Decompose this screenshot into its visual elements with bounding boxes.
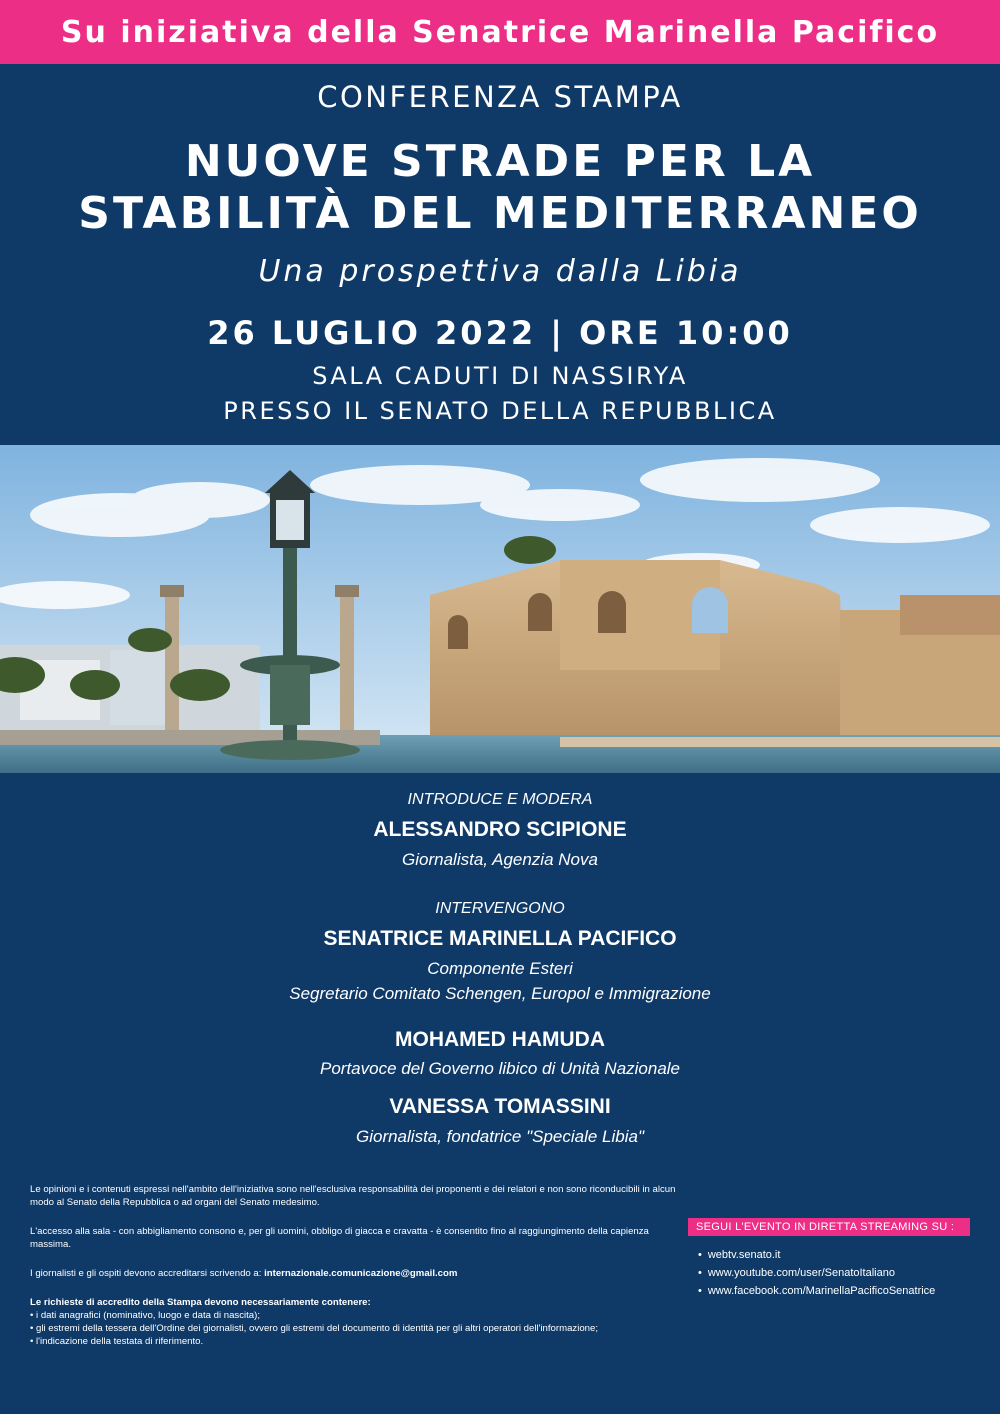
streaming-link-webtv[interactable]: • webtv.senato.it bbox=[698, 1246, 970, 1264]
banner-text: Su iniziativa della Senatrice Marinella Pacifico bbox=[60, 14, 940, 50]
event-kicker: CONFERENZA STAMPA bbox=[317, 80, 683, 114]
fine-print bbox=[30, 1183, 690, 1348]
venue-line-2: PRESSO IL SENATO DELLA REPUBBLICA bbox=[223, 397, 777, 425]
requirement-item: • i dati anagrafici (nominativo, luogo e data di nascita); bbox=[30, 1310, 261, 1321]
speaker-name: SENATRICE MARINELLA PACIFICO bbox=[323, 927, 677, 950]
speaker-name: VANESSA TOMASSINI bbox=[389, 1095, 611, 1118]
disclaimer-text: Le opinioni e i contenuti espressi nell'ambito dell'iniziativa sono nell'esclusiva responsabilità dei proponenti e dei relatori e non sono riconducibili in alcun modo al Senato della Repubblica o ad organi del Senato medesimo. bbox=[30, 1184, 676, 1208]
speaker-desc: Componente Esteri bbox=[427, 959, 573, 978]
accreditation-text bbox=[30, 1267, 690, 1280]
top-banner bbox=[0, 0, 1000, 64]
access-rules-text: L'accesso alla sala - con abbigliamento consono e, per gli uomini, obbligo di giacca e cravatta - è consentito fino al raggiungimento della capienza massima. bbox=[30, 1226, 649, 1250]
moderator-name: ALESSANDRO SCIPIONE bbox=[373, 818, 627, 841]
event-title bbox=[0, 136, 1000, 240]
event-date: 26 LUGLIO 2022 | ORE 10:00 bbox=[207, 314, 793, 352]
event-subtitle: Una prospettiva dalla Libia bbox=[258, 254, 742, 289]
tripoli-castle-photo bbox=[0, 445, 1000, 773]
speaker-desc: Portavoce del Governo libico di Unità Nazionale bbox=[319, 1059, 681, 1078]
requirement-item: • gli estremi della tessera dell'Ordine dei giornalisti, ovvero gli estremi del documento di identità per gli altri operatori dell'informazione; bbox=[30, 1323, 598, 1334]
streaming-links bbox=[688, 1246, 970, 1300]
venue-line-1: SALA CADUTI DI NASSIRYA bbox=[312, 362, 688, 390]
title-line-1: NUOVE STRADE PER LA bbox=[184, 136, 816, 187]
requirements-heading bbox=[30, 1296, 690, 1309]
moderator-role: INTRODUCE E MODERA bbox=[407, 791, 593, 808]
speaker-desc: Segretario Comitato Schengen, Europol e Immigrazione bbox=[289, 984, 711, 1003]
streaming-box bbox=[688, 1218, 970, 1300]
title-line-2: STABILITÀ DEL MEDITERRANEO bbox=[78, 188, 922, 239]
accreditation-label: I giornalisti e gli ospiti devono accreditarsi scrivendo a: bbox=[30, 1268, 265, 1279]
streaming-link-youtube[interactable]: • www.youtube.com/user/SenatoItaliano bbox=[698, 1264, 970, 1282]
streaming-label: SEGUI L'EVENTO IN DIRETTA STREAMING SU : bbox=[688, 1218, 970, 1236]
speaker-name: MOHAMED HAMUDA bbox=[395, 1028, 605, 1051]
accreditation-email-link[interactable]: internazionale.comunicazione@gmail.com bbox=[264, 1268, 458, 1279]
requirement-item: • l'indicazione della testata di riferimento. bbox=[30, 1336, 204, 1347]
moderator-desc: Giornalista, Agenzia Nova bbox=[402, 850, 598, 869]
speaker-desc: Giornalista, fondatrice "Speciale Libia" bbox=[355, 1127, 644, 1146]
streaming-link-facebook[interactable]: • www.facebook.com/MarinellaPacificoSenatrice bbox=[698, 1282, 970, 1300]
header bbox=[0, 64, 1000, 445]
requirements-heading-text: Le richieste di accredito della Stampa devono necessariamente contenere: bbox=[30, 1297, 371, 1308]
speakers-role: INTERVENGONO bbox=[435, 900, 565, 917]
